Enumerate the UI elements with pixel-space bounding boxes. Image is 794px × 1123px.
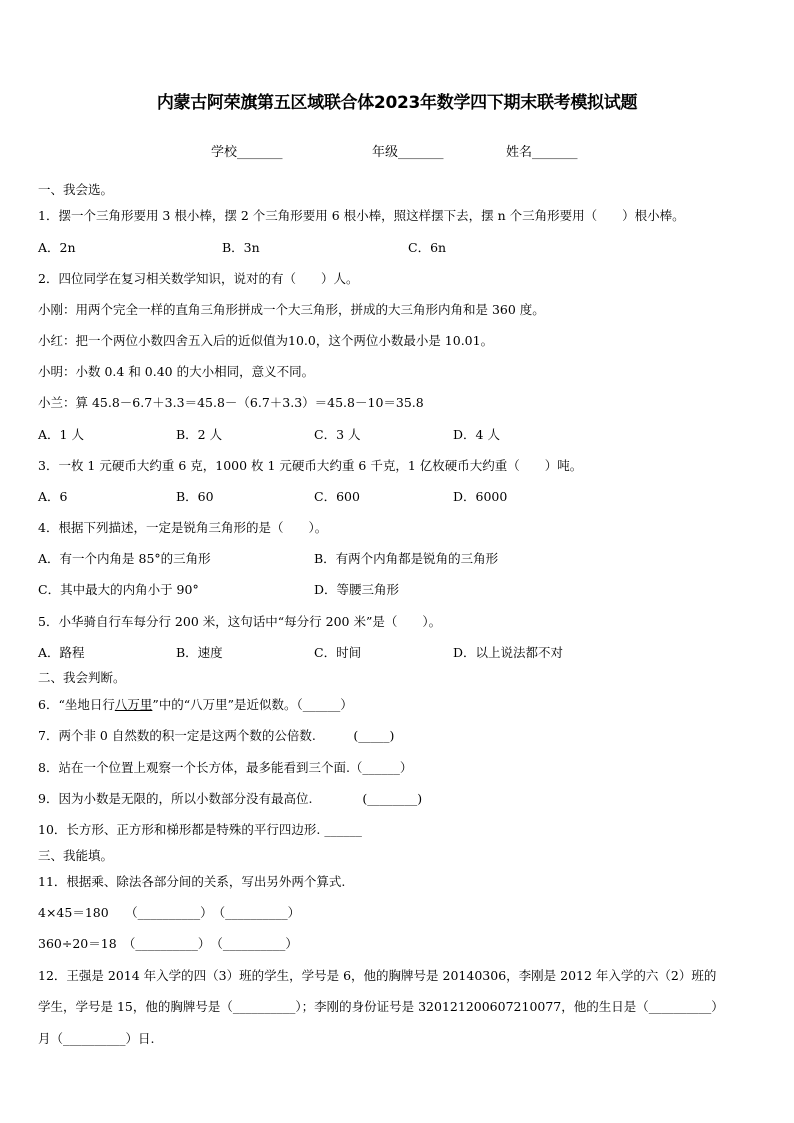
question-9: 9．因为小数是无限的，所以小数部分没有最高位. (________) bbox=[38, 791, 423, 806]
q5-option-a: A．路程 bbox=[38, 645, 85, 660]
q5-option-b: B．速度 bbox=[176, 645, 223, 660]
q1-option-b: B．3n bbox=[222, 240, 260, 255]
q5-option-d: D．以上说法都不对 bbox=[453, 645, 564, 660]
question-3-stem: 3．一枚 1 元硬币大约重 6 克，1000 枚 1 元硬币大约重 6 千克，1 亿枚硬币大约重（ ）吨。 bbox=[38, 458, 583, 473]
q4-option-c: C．其中最大的内角小于 90° bbox=[38, 582, 199, 597]
q1-option-c: C．6n bbox=[408, 240, 447, 255]
q2-option-c: C．3 人 bbox=[314, 427, 361, 442]
q11-row-1: 4×45＝180 （__________） （__________） bbox=[38, 905, 301, 920]
page-title: 内蒙古阿荣旗第五区域联合体2023年数学四下期末联考模拟试题 bbox=[156, 93, 638, 113]
q3-option-d: D．6000 bbox=[453, 489, 508, 504]
q2-statement-4: 小兰：算 45.8－6.7＋3.3＝45.8－（6.7＋3.3）＝45.8－10＝35.8 bbox=[38, 395, 424, 410]
section-heading: 一、我会选。 bbox=[38, 182, 114, 197]
q3-option-b: B．60 bbox=[176, 489, 214, 504]
section-heading: 二、我会判断。 bbox=[38, 670, 126, 685]
question-11-stem: 11．根据乘、除法各部分间的关系，写出另外两个算式. bbox=[38, 874, 346, 889]
q6-underlined-phrase: 八万里 bbox=[114, 697, 153, 712]
school-field: 学校_______ bbox=[211, 145, 283, 160]
question-4-stem: 4．根据下列描述，一定是锐角三角形的是（ ）。 bbox=[38, 520, 328, 535]
q3-option-c: C．600 bbox=[314, 489, 360, 504]
q2-statement-3: 小明：小数 0.4 和 0.40 的大小相同，意义不同。 bbox=[38, 364, 315, 379]
q1-option-a: A．2n bbox=[38, 240, 76, 255]
name-field: 姓名_______ bbox=[506, 145, 578, 160]
q4-option-d: D．等腰三角形 bbox=[314, 582, 400, 597]
q11-row-2: 360÷20＝18 （__________） （__________） bbox=[38, 936, 298, 951]
question-8: 8．站在一个位置上观察一个长方体，最多能看到三个面.（______） bbox=[38, 760, 413, 775]
q2-option-d: D．4 人 bbox=[453, 427, 500, 442]
q5-option-c: C．时间 bbox=[314, 645, 362, 660]
question-7: 7．两个非 0 自然数的积一定是这两个数的公倍数. (_____) bbox=[38, 728, 395, 743]
question-12-line-2: 学生，学号是 15，他的胸牌号是（__________）；李刚的身份证号是 320121200607210077，他的生日是（__________） bbox=[38, 999, 724, 1014]
q6-text-before: 6．“坐地日行 bbox=[38, 697, 115, 712]
question-10: 10．长方形、正方形和梯形都是特殊的平行四边形. ______ bbox=[38, 822, 362, 837]
q4-option-b: B．有两个内角都是锐角的三角形 bbox=[314, 551, 499, 566]
q3-option-a: A．6 bbox=[38, 489, 68, 504]
question-12-line-3: 月（__________）日. bbox=[38, 1031, 155, 1046]
q2-option-a: A．1 人 bbox=[38, 427, 84, 442]
question-2-stem: 2．四位同学在复习相关数学知识，说对的有（ ）人。 bbox=[38, 271, 359, 286]
q6-text-after: ”中的“八万里”是近似数。（______） bbox=[152, 697, 353, 712]
q4-option-a: A．有一个内角是 85°的三角形 bbox=[38, 551, 211, 566]
question-6 bbox=[38, 697, 353, 713]
grade-field: 年级_______ bbox=[372, 145, 444, 160]
q2-statement-2: 小红：把一个两位小数四舍五入后的近似值为10.0，这个两位小数最小是 10.01。 bbox=[38, 333, 494, 348]
q2-option-b: B．2 人 bbox=[176, 427, 223, 442]
q2-statement-1: 小刚：用两个完全一样的直角三角形拼成一个大三角形，拼成的大三角形内角和是 360 度。 bbox=[38, 302, 545, 317]
question-5-stem: 5．小华骑自行车每分行 200 米，这句话中“每分行 200 米”是（ ）。 bbox=[38, 614, 442, 629]
section-heading: 三、我能填。 bbox=[38, 848, 114, 863]
question-12-line-1: 12．王强是 2014 年入学的四（3）班的学生，学号是 6，他的胸牌号是 20140306，李刚是 2012 年入学的六（2）班的 bbox=[38, 968, 717, 983]
question-1-stem: 1．摆一个三角形要用 3 根小棒，摆 2 个三角形要用 6 根小棒，照这样摆下去，摆 n 个三角形要用（ ）根小棒。 bbox=[38, 208, 685, 223]
